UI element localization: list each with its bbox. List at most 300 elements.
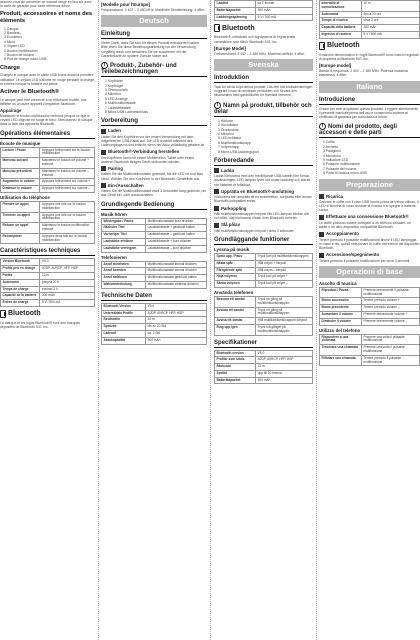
section-heading-operations: Grundläggande funktioner — [214, 237, 313, 245]
column-french — [0, 0, 95, 640]
table-cell-value: bis zu 20 Std. — [146, 324, 207, 331]
list-item: 6 Bouton multifonction — [4, 48, 38, 53]
bluetooth-wordmark: Bluetooth — [222, 24, 255, 32]
phone-table — [214, 296, 313, 336]
section-heading-specs: Technische Daten — [101, 293, 207, 301]
table-cell-label: Bluetooth-Version — [102, 303, 146, 310]
table-cell-label: Lecture / Pause — [1, 147, 40, 158]
table-row — [1, 223, 95, 234]
table-cell-value: Maintenez le bouton de volume + enfoncé — [40, 158, 95, 169]
table-cell-value: 300 mAh — [256, 377, 313, 384]
table-cell-value: V5.0 — [256, 350, 313, 357]
table-row — [215, 324, 313, 335]
table-cell-value: 10 m — [256, 364, 313, 371]
table-cell-label: Prendre un appel — [1, 202, 40, 213]
table-row — [215, 267, 313, 274]
table-cell-label: Anruf beenden — [102, 268, 146, 275]
list-item: 2 Bandeau — [4, 31, 21, 35]
table-cell-value: Lautstärketaste + gedrückt halten — [146, 225, 207, 232]
table-cell-value: Appuyez brièvement sur volume – — [40, 186, 95, 193]
section-heading-parts — [101, 62, 207, 77]
bluetooth-text: Hörlurarna kan anslutas till en mobiltelefon, surfplatta eller annan Bluetooth-kompatibel enhet. — [214, 195, 312, 204]
music-table — [101, 218, 207, 253]
table-cell-label: Speltid — [215, 370, 256, 377]
table-row — [102, 232, 207, 239]
column-swedish — [214, 0, 313, 640]
subheading-phone: Telefonieren — [101, 254, 127, 260]
table-cell-value: jusqu'à 20 h — [40, 279, 95, 286]
table-cell-value: Premere brevemente il pulsante multifunzione — [362, 287, 420, 298]
section-heading-bluetooth: Activer le Bluetooth® — [0, 89, 60, 96]
bullet-icon — [214, 206, 219, 211]
table-cell-label: Batterikapacitet — [215, 7, 256, 14]
subheading-phone: Använda telefonen — [214, 289, 254, 295]
list-item: 6 Multifunktionsknapp — [218, 140, 251, 145]
table-cell-value: Håll volym – intryckt — [256, 267, 313, 274]
list-item: 7 Pulsante del volume — [323, 166, 357, 171]
table-row — [1, 179, 95, 186]
table-cell-label: Recomposer — [1, 233, 40, 244]
table-cell-label: Spela upp / Paus — [215, 253, 256, 260]
bullet-icon — [101, 150, 106, 155]
subheading-pairing — [101, 166, 207, 171]
intro-text: assurez-vous de conserver ce manuel rangé en lieu sûr avec la carte de garantie pour toute référence future. — [0, 0, 92, 9]
info-icon: i — [319, 123, 326, 130]
subheading-bluetooth — [319, 214, 420, 219]
power-text: Tenere premuto il pulsante multifunzione per circa 3 secondi. — [319, 258, 411, 263]
section-heading-intro: Introduktion — [214, 75, 313, 83]
power-text: Halten Sie die Multifunktionstaste etwa 3 Sekunden lang gedrückt, um das Gerät ein- oder auszuschalten. — [101, 189, 207, 198]
table-cell-label: Besvara ett samtal — [215, 296, 256, 307]
table-cell-value: Multifunktionstaste einmal drücken — [146, 268, 207, 275]
parts-list — [214, 119, 313, 154]
table-cell-label: Rispondere a una chiamata — [320, 334, 362, 345]
table-cell-value: Appuyez deux fois sur le bouton multifonction — [40, 233, 95, 244]
table-row — [215, 307, 313, 318]
table-row — [320, 287, 420, 298]
list-item: 5 LED-indikator — [218, 136, 242, 141]
table-cell-label: Wiedergabe / Pause — [102, 218, 146, 225]
table-cell-value: Multifunktionstaste zweimal drücken — [146, 281, 207, 288]
table-row — [320, 345, 420, 356]
table-cell-value: Lautstärketaste – gedrückt halten — [146, 232, 207, 239]
table-row — [102, 268, 207, 275]
table-row — [215, 7, 313, 14]
bluetooth-heading-text: Effettuare una connessione Bluetooth® — [326, 214, 409, 220]
table-cell-value: 10 m — [40, 273, 95, 280]
table-cell-label: Aumentare il volume — [320, 311, 362, 318]
section-heading-intro: Introduzione — [319, 97, 420, 105]
parts-list — [319, 140, 420, 175]
section-heading-preparation: Vorbereitung — [101, 118, 207, 126]
bullet-icon — [319, 232, 324, 237]
bluetooth-logo — [319, 42, 420, 50]
section-heading-parts — [214, 102, 313, 117]
subheading-music: Musik hören — [101, 211, 127, 217]
bluetooth-logo — [0, 310, 95, 318]
section-heading-products: Produit, accessoires et noms des éléments — [0, 11, 93, 24]
table-cell-label: Batterikapacitet — [215, 377, 256, 384]
bluetooth-wordmark: Bluetooth — [8, 310, 41, 318]
notice-text: Frequenzband: 2 402 – 2 480 MHz. Maximale Sendeleistung: 4 dBm. — [101, 8, 205, 12]
table-cell-value: 5 V / 500 mA — [362, 31, 420, 38]
table-cell-value: Premere brevemente volume – — [362, 318, 420, 325]
table-cell-value: 10 m — [362, 1, 420, 12]
table-cell-label: Morceau précédent — [1, 168, 40, 179]
subheading-phone: Utilisation du téléphone — [0, 195, 50, 201]
table-cell-label: Akkukapazität — [102, 337, 146, 344]
table-row — [102, 218, 207, 225]
column-divider — [98, 0, 99, 640]
table-row — [320, 355, 420, 366]
notice-label: [Modelle pour l'Europe] — [101, 2, 150, 7]
table-cell-value: 5 V / 500 mA — [256, 14, 313, 21]
table-cell-value: Premere una volta il pulsante multifunzione — [362, 334, 420, 345]
phone-table — [319, 334, 420, 367]
table-row — [102, 275, 207, 282]
table-cell-label: Ingresso di ricarica — [320, 31, 362, 38]
table-row — [320, 298, 420, 305]
table-cell-value: Multifunktionstaste einmal drücken — [146, 261, 207, 268]
table-cell-value: A2DP, AVRCP, HFP, HSP — [256, 357, 313, 364]
table-row — [215, 318, 313, 325]
list-item: 3 Ohrmuscheln — [105, 87, 128, 92]
table-cell-label: Augmenter le volume — [1, 179, 40, 186]
table-cell-label: Höja volymen — [215, 274, 256, 281]
table-row — [1, 259, 95, 266]
bullet-icon — [214, 168, 219, 173]
list-item: 3 Padiglioni — [323, 149, 341, 154]
table-cell-value: 5 V / 500 mA — [40, 300, 95, 307]
list-item: 2 Archetto — [323, 144, 339, 149]
table-row — [215, 357, 313, 364]
bluetooth-text: Le cuffie possono essere collegate a un telefono cellulare, un tablet o un altro dispositivo compatibile Bluetooth. — [319, 220, 411, 230]
table-row — [320, 311, 420, 318]
section-heading-operations: Opérations élémentaires — [0, 131, 95, 139]
table-cell-value: environ 2 h — [40, 286, 95, 293]
intro-text: Tack för att du köpt denna produkt. Läs den här bruksanvisningen noggrant innan du använder produkten och förvara den tillsammans med garantikortet för framtida referens. — [214, 85, 313, 98]
table-row — [1, 212, 95, 223]
table-cell-label: Rifiutare una chiamata — [320, 355, 362, 366]
table-cell-label: Avsluta ett samtal — [215, 307, 256, 318]
table-row — [102, 330, 207, 337]
table-row — [1, 266, 95, 273]
table-row — [215, 281, 313, 288]
eu-text: Frekvensband: 2 402 – 2 480 MHz. Maximal uteffekt: 4 dBm. — [214, 51, 306, 56]
list-item: 5 LED-Anzeige — [105, 96, 128, 101]
spec-table — [0, 258, 95, 307]
parts-list — [0, 27, 95, 62]
table-cell-label: Anruf ablehnen — [102, 275, 146, 282]
list-item: 1 Hörlurar — [218, 118, 234, 123]
table-cell-value: 300 mAh — [40, 293, 95, 300]
table-cell-label: Autonomie — [1, 279, 40, 286]
subheading-pairing — [214, 206, 313, 211]
table-row — [320, 11, 420, 18]
table-cell-label: Diminuer le volume — [1, 186, 40, 193]
table-cell-label: Föregående spår — [215, 267, 256, 274]
table-cell-value: 300 mAh — [362, 25, 420, 32]
table-cell-value: upp till 20 timmar — [256, 370, 313, 377]
table-row — [215, 260, 313, 267]
subheading-pairing: Appairage — [0, 108, 22, 114]
bluetooth-icon — [214, 24, 220, 32]
charging-heading-text: Ladda — [221, 167, 234, 173]
table-cell-value: Appuyez une fois sur le bouton multifonction — [40, 212, 95, 223]
table-cell-value: Multifunktionstaste kurz drücken — [146, 218, 207, 225]
table-row — [1, 202, 95, 213]
table-cell-value: A2DP, AVRCP, HFP, HSP — [146, 310, 207, 317]
table-cell-label: Avvisa ett samtal — [215, 318, 256, 325]
table-cell-value: V5.0 — [146, 303, 207, 310]
bluetooth-text: Der Kopfhörer kann mit einem Mobiltelefon, Tablet oder einem anderen Bluetooth-fähigen Gerät verbunden werden. — [101, 155, 195, 164]
pairing-text: Håll multifunktionsknappen intryckt tills LED-lampan blinkar rött och blått. Välj hörlurarna i listan över Bluetooth-enheter. — [214, 211, 309, 221]
subheading-music: Lyssna på musik — [214, 246, 250, 252]
table-cell-label: Wahlwiederholung — [102, 281, 146, 288]
table-row — [1, 147, 95, 158]
charging-heading-text: Ricarica — [326, 193, 344, 199]
table-row — [215, 377, 313, 384]
table-cell-label: Profils pris en charge — [1, 266, 40, 273]
table-cell-label: Brano precedente — [320, 305, 362, 312]
bullet-icon — [319, 215, 324, 220]
top-spec-table — [214, 0, 313, 21]
intro-text: Vielen Dank, dass Sie sich für dieses Produkt entschieden haben. Bitte lesen Sie diese Bedienungsanleitung vor der Verwendung sorgfältig durch und bewahren Sie sie zusammen mit der Garantiekarte für spätere Zwecke sicher auf. — [101, 41, 200, 58]
table-cell-value: Premere brevemente volume + — [362, 311, 420, 318]
bluetooth-icon — [0, 310, 6, 318]
music-table — [0, 147, 95, 193]
table-row — [1, 186, 95, 193]
power-heading-text: Ein-/Ausschalten — [108, 182, 144, 188]
music-table — [214, 253, 313, 288]
list-item: 8 Port de charge micro-USB — [4, 57, 47, 62]
table-cell-value: Appuyez brièvement sur le bouton multifonction — [40, 147, 95, 158]
subheading-music: Ascolto di musica — [319, 280, 357, 286]
table-row — [320, 25, 420, 32]
list-item: 8 Micro-USB-laddningsport — [218, 149, 259, 154]
pairing-heading-text: Parkoppling — [221, 205, 247, 211]
section-heading-intro: Einleitung — [101, 31, 207, 39]
table-row — [102, 238, 207, 245]
bluetooth-icon — [319, 42, 325, 50]
table-cell-value: Tryck en gång på multifunktionsknappen — [256, 307, 313, 318]
table-cell-value: ca 2 timmar — [256, 1, 313, 8]
subheading-power — [214, 222, 313, 227]
table-row — [1, 158, 95, 169]
table-cell-value: Appuyez une fois sur le bouton multifonction — [40, 202, 95, 213]
trademark-note: La marque et les logos Bluetooth® sont des marques déposées de Bluetooth SIG, Inc. — [0, 320, 80, 330]
table-cell-label: Terminare una chiamata — [320, 345, 362, 356]
power-heading-text: Accensione/spegnimento — [326, 252, 380, 258]
charging-text: Laden Sie den Kopfhörer vor der ersten Verwendung mit dem mitgelieferten USB-Kabel auf. Die LED leuchtet während des Ladevorgangs rot und erlischt, wenn der Akku vollständig geladen ist. — [101, 134, 206, 148]
table-row — [1, 300, 95, 307]
table-cell-value: Håll volym + intryckt — [256, 260, 313, 267]
bullet-icon — [319, 253, 324, 258]
pairing-heading-text: Pairing — [108, 166, 123, 172]
section-heading-charge: Charge — [0, 64, 20, 71]
subheading-power — [319, 252, 420, 257]
table-cell-label: Unterstützte Profile — [102, 310, 146, 317]
table-row — [1, 279, 95, 286]
table-row — [102, 310, 207, 317]
subheading-charging — [319, 194, 420, 199]
pairing-text: Tenere premuto il pulsante multifunzione finché il LED lampeggia in rosso e blu, quindi selezionare le cuffie nell'elenco dei dispositivi Bluetooth. — [319, 237, 419, 250]
language-band-italian: Italiano — [319, 81, 420, 93]
table-row — [215, 370, 313, 377]
table-cell-label: Temps de charge — [1, 286, 40, 293]
table-cell-value: 10 m — [146, 317, 207, 324]
table-cell-value: 300 mAh — [146, 337, 207, 344]
bullet-icon — [101, 166, 106, 171]
table-cell-label: Intervallo di comunicazione — [320, 1, 362, 12]
table-row — [215, 253, 313, 260]
subheading-music: Écoute de musique — [0, 140, 41, 146]
section-heading-specs: Caractéristiques techniques — [0, 248, 95, 256]
list-item: 4 Mikrofon — [218, 131, 234, 136]
column-german — [101, 0, 207, 640]
parts-heading-text: Namn på produkt, tillbehör och delar — [214, 102, 312, 115]
table-cell-label: Spielzeit — [102, 324, 146, 331]
bullet-icon — [101, 129, 106, 134]
list-item: 8 Porta di ricarica micro-USB — [323, 171, 367, 176]
table-row — [102, 245, 207, 252]
table-cell-value: Multifunktionstaste gedrückt halten — [146, 275, 207, 282]
intro-text: Grazie per aver acquistato questo prodotto. Leggere attentamente il presente manuale prima dell'uso e conservarlo insieme al certificato di garanzia per consultazioni future. — [319, 106, 419, 119]
table-cell-label: Capacité de la batterie — [1, 293, 40, 300]
table-row — [320, 305, 420, 312]
list-item: 8 Micro-USB-Ladeanschluss — [105, 109, 148, 114]
table-row — [102, 317, 207, 324]
table-row — [215, 350, 313, 357]
table-row — [102, 281, 207, 288]
table-cell-label: Tempo di ricarica — [320, 18, 362, 25]
music-table — [319, 287, 420, 326]
subheading-charging — [214, 168, 313, 173]
table-row — [102, 324, 207, 331]
table-cell-value: Tenere premuto il pulsante multifunzione — [362, 355, 420, 366]
table-cell-label: Diminuire il volume — [320, 318, 362, 325]
table-cell-value: Tenere premuto volume – — [362, 305, 420, 312]
list-item: 6 Pulsante multifunzione — [323, 162, 360, 167]
table-cell-label: Terminer un appel — [1, 212, 40, 223]
parts-list — [101, 79, 207, 114]
subheading-charging — [101, 128, 207, 133]
phone-table — [0, 201, 95, 244]
table-cell-label: Version Bluetooth — [1, 259, 40, 266]
list-item: 4 Microfono — [323, 153, 341, 158]
phone-table — [101, 261, 207, 289]
table-row — [102, 303, 207, 310]
bullet-icon — [319, 194, 324, 199]
table-row — [1, 286, 95, 293]
table-cell-label: Entrée de charge — [1, 300, 40, 307]
table-cell-value: Lautstärketaste – kurz drücken — [146, 245, 207, 252]
spec-table — [101, 303, 207, 345]
section-heading-parts — [319, 123, 420, 138]
bluetooth-text: Le casque peut être connecté à un téléphone mobile, une tablette ou un autre appareil compatible Bluetooth. — [0, 97, 87, 106]
column-divider — [210, 0, 211, 640]
top-spec-table — [319, 0, 420, 39]
parts-heading-text: Nomi del prodotto, degli accessori e delle parti — [319, 124, 397, 137]
table-cell-value: Tryck en gång på multifunktionsknappen — [256, 296, 313, 307]
table-cell-value: circa 2 ore — [362, 18, 420, 25]
table-cell-label: Bluetooth-version — [215, 350, 256, 357]
list-item: 2 Kopfbügel — [105, 83, 124, 88]
table-row — [102, 261, 207, 268]
table-cell-label: Autonomia — [320, 11, 362, 18]
info-icon: i — [214, 102, 221, 109]
list-item: 7 Lautstärketaste — [105, 105, 132, 110]
table-cell-value: Tryck kort på volym + — [256, 274, 313, 281]
power-heading-text: Slå på/av — [221, 222, 241, 228]
column-divider — [316, 0, 317, 640]
list-item: 7 Bouton de volume — [4, 53, 35, 58]
pairing-text: Halten Sie die Multifunktionstaste gedrückt, bis die LED rot und blau blinkt. Wählen Sie den Kopfhörer in der Bluetooth-Geräteliste aus. — [101, 172, 204, 181]
table-row — [1, 233, 95, 244]
list-item: 4 Mikrofon — [105, 92, 121, 97]
table-row — [320, 18, 420, 25]
charging-heading-text: Laden — [108, 128, 121, 134]
list-item: 3 Öronkuddar — [218, 127, 239, 132]
table-cell-label: Laddtid — [215, 1, 256, 8]
bluetooth-heading-text: Bluetooth®-Verbindung herstellen — [108, 149, 180, 155]
table-cell-label: Brano successivo — [320, 298, 362, 305]
spec-table — [214, 350, 313, 385]
table-row — [215, 296, 313, 307]
table-row — [215, 1, 313, 8]
table-row — [102, 337, 207, 344]
list-item: 2 Huvudband — [218, 123, 239, 128]
section-heading-specs: Specifikationer — [214, 340, 313, 348]
list-item: 1 Cuffie — [323, 140, 335, 145]
list-item: 1 Casque — [4, 26, 19, 31]
table-cell-value: Appuyez brièvement sur volume + — [40, 179, 95, 186]
table-cell-label: Nächster Titel — [102, 225, 146, 232]
table-cell-value: Tryck kort på multifunktionsknappen — [256, 253, 313, 260]
power-text: Håll multifunktionsknappen intryckt i cirka 3 sekunder. — [214, 228, 295, 233]
table-cell-value: Tryck kort på volym – — [256, 281, 313, 288]
table-cell-value: Maintenez le bouton multifonction enfoncé — [40, 223, 95, 234]
section-band-operations: Operazioni di base — [319, 266, 420, 278]
table-cell-value: Premere una volta il pulsante multifunzione — [362, 345, 420, 356]
list-item: 4 Micro — [4, 39, 16, 44]
section-band-preparation: Preparazione — [319, 179, 420, 191]
subheading-bluetooth — [101, 149, 207, 154]
subheading-bluetooth — [214, 189, 313, 194]
table-row — [320, 318, 420, 325]
column-italian — [319, 0, 420, 640]
table-row — [215, 274, 313, 281]
charging-text: Ladda hörlurarna med den medföljande USB-kabeln före första användningen. LED-lampan lyser rött under laddning och släcks när batteriet är fulladdat. — [214, 174, 311, 187]
table-cell-label: Räckvidd — [215, 364, 256, 371]
bluetooth-wordmark: Bluetooth — [327, 42, 360, 50]
table-cell-value: Tryck två gånger på multifunktionsknappen — [256, 324, 313, 335]
table-cell-value: Lautstärketaste + kurz drücken — [146, 238, 207, 245]
trademark-note: Bluetooth®-ordmärket och logotyperna är registrerade varumärken som tillhör Bluetooth SIG, Inc. — [214, 35, 296, 44]
table-cell-value: A2DP, AVRCP, HFP, HSP — [40, 266, 95, 273]
table-cell-label: Morceau suivant — [1, 158, 40, 169]
table-cell-value: Maintenez le bouton de volume – enfoncé — [40, 168, 95, 179]
section-heading-preparation: Förberedande — [214, 158, 313, 166]
subheading-pairing — [319, 231, 420, 236]
table-cell-label: Laddningsspänning — [215, 14, 256, 21]
table-row — [215, 14, 313, 21]
bluetooth-heading-text: Upprätta en Bluetooth®-anslutning — [221, 188, 294, 194]
table-cell-label: Lautstärke erhöhen — [102, 238, 146, 245]
table-row — [320, 334, 420, 345]
list-item: 5 Indicatore LED — [323, 157, 349, 162]
eu-text: Banda di frequenza: 2 402 – 2 480 MHz. Potenza massima trasmessa: 4 dBm. — [319, 69, 408, 78]
